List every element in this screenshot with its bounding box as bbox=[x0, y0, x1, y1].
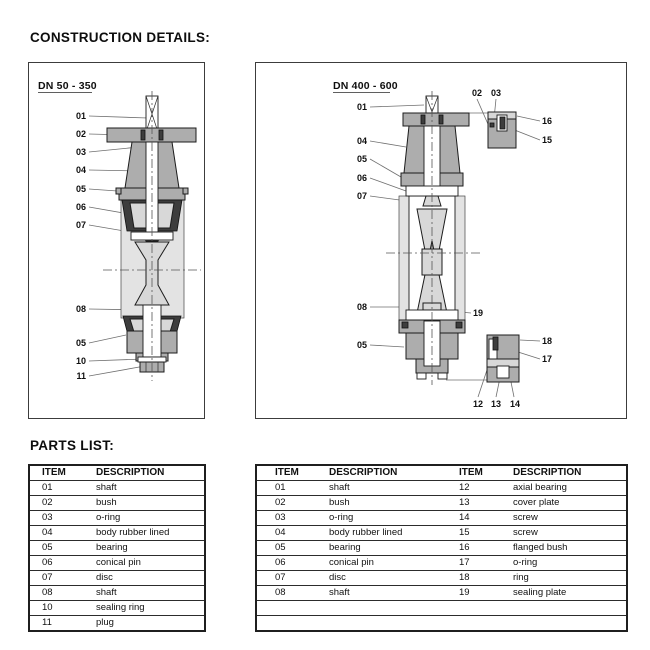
description-cell: ring bbox=[495, 571, 627, 586]
part-label: 10 bbox=[75, 356, 86, 366]
part-label: 04 bbox=[356, 136, 367, 146]
description-cell: o-ring bbox=[84, 511, 205, 526]
parts-table-left bbox=[28, 464, 206, 632]
description-cell: sealing ring bbox=[84, 601, 205, 616]
part-label: 05 bbox=[356, 340, 367, 350]
description-cell bbox=[311, 601, 441, 616]
item-cell: 15 bbox=[441, 526, 495, 541]
table-row bbox=[256, 541, 627, 556]
table-row bbox=[29, 496, 205, 511]
table-row bbox=[256, 511, 627, 526]
description-cell: shaft bbox=[84, 586, 205, 601]
table-row bbox=[256, 586, 627, 601]
description-cell: disc bbox=[311, 571, 441, 586]
description-cell: screw bbox=[495, 526, 627, 541]
dn-range-label: DN 400 - 600 bbox=[333, 80, 398, 92]
bottom-seal-left bbox=[402, 322, 408, 328]
item-cell: 06 bbox=[256, 556, 311, 571]
description-cell: disc bbox=[84, 571, 205, 586]
table-row bbox=[29, 526, 205, 541]
item-cell: 13 bbox=[441, 496, 495, 511]
dn-range-label: DN 50 - 350 bbox=[38, 80, 97, 92]
item-cell: 08 bbox=[256, 586, 311, 601]
valve-drawing-dn400-600 bbox=[256, 63, 626, 418]
item-cell: 07 bbox=[29, 571, 84, 586]
description-cell: conical pin bbox=[84, 556, 205, 571]
description-cell: o-ring bbox=[495, 556, 627, 571]
part-label: 06 bbox=[356, 173, 367, 183]
detail-flanged-bush bbox=[488, 112, 516, 148]
table-row bbox=[256, 571, 627, 586]
table-row bbox=[29, 541, 205, 556]
table-row bbox=[29, 511, 205, 526]
collar-ear-left bbox=[116, 188, 121, 194]
description-cell: conical pin bbox=[311, 556, 441, 571]
description-cell: plug bbox=[84, 616, 205, 632]
table-row bbox=[256, 496, 627, 511]
table-header-row bbox=[29, 465, 205, 481]
description-cell bbox=[495, 616, 627, 632]
part-label: 18 bbox=[542, 336, 553, 346]
table-row bbox=[256, 601, 627, 616]
description-cell: bush bbox=[311, 496, 441, 511]
screw-14 bbox=[493, 337, 498, 350]
part-label: 02 bbox=[75, 129, 86, 139]
item-cell bbox=[441, 616, 495, 632]
part-label: 15 bbox=[542, 135, 553, 145]
description-cell: body rubber lined bbox=[84, 526, 205, 541]
description-cell: screw bbox=[495, 511, 627, 526]
collar-ear-right bbox=[183, 188, 188, 194]
table-row bbox=[29, 481, 205, 496]
description-header: DESCRIPTION bbox=[311, 465, 441, 481]
part-label: 02 bbox=[471, 88, 483, 98]
description-cell: o-ring bbox=[311, 511, 441, 526]
part-label: 03 bbox=[75, 147, 86, 157]
description-cell: flanged bush bbox=[495, 541, 627, 556]
item-cell: 16 bbox=[441, 541, 495, 556]
item-cell: 07 bbox=[256, 571, 311, 586]
item-cell: 05 bbox=[29, 541, 84, 556]
item-cell: 01 bbox=[256, 481, 311, 496]
description-cell: shaft bbox=[311, 481, 441, 496]
cover-slot bbox=[497, 366, 509, 378]
description-cell bbox=[311, 616, 441, 632]
description-cell: sealing plate bbox=[495, 586, 627, 601]
part-label: 19 bbox=[473, 308, 484, 318]
item-cell: 06 bbox=[29, 556, 84, 571]
top-flange bbox=[403, 113, 469, 126]
part-label: 05 bbox=[356, 154, 367, 164]
part-label: 08 bbox=[356, 302, 367, 312]
item-cell: 08 bbox=[29, 586, 84, 601]
item-cell: 01 bbox=[29, 481, 84, 496]
table-row bbox=[256, 556, 627, 571]
part-label: 17 bbox=[542, 354, 553, 364]
table-row bbox=[256, 481, 627, 496]
description-cell: cover plate bbox=[495, 496, 627, 511]
detail-cover-plate bbox=[487, 335, 519, 382]
description-cell: shaft bbox=[84, 481, 205, 496]
description-cell: shaft bbox=[311, 586, 441, 601]
part-label: 11 bbox=[76, 371, 86, 381]
part-label: 05 bbox=[75, 338, 86, 348]
item-header: ITEM bbox=[29, 465, 84, 481]
parts-list-title: PARTS LIST: bbox=[30, 438, 115, 453]
part-label: 13 bbox=[490, 399, 502, 409]
item-cell: 02 bbox=[256, 496, 311, 511]
part-labels bbox=[76, 111, 86, 381]
item-cell: 03 bbox=[256, 511, 311, 526]
part-label: 05 bbox=[75, 184, 86, 194]
bush-right bbox=[439, 115, 443, 124]
top-flange bbox=[107, 128, 196, 142]
item-cell: 12 bbox=[441, 481, 495, 496]
item-cell: 05 bbox=[256, 541, 311, 556]
table-row bbox=[29, 601, 205, 616]
item-cell: 14 bbox=[441, 511, 495, 526]
construction-details-title: CONSTRUCTION DETAILS: bbox=[30, 30, 211, 45]
item-cell: 18 bbox=[441, 571, 495, 586]
table-row bbox=[29, 571, 205, 586]
diagram-panel-dn400-600 bbox=[255, 62, 627, 419]
bush-right bbox=[159, 130, 163, 140]
parts-table-right bbox=[255, 464, 628, 632]
item-cell: 02 bbox=[29, 496, 84, 511]
bolt-left bbox=[417, 373, 426, 379]
valve-cross-section bbox=[103, 91, 201, 381]
diagram-panel-dn50-350 bbox=[28, 62, 205, 419]
description-cell: body rubber lined bbox=[311, 526, 441, 541]
part-label: 12 bbox=[472, 399, 484, 409]
table-row bbox=[29, 586, 205, 601]
table-header-row bbox=[256, 465, 627, 481]
item-cell bbox=[441, 601, 495, 616]
part-label: 04 bbox=[75, 165, 86, 175]
bush-left bbox=[421, 115, 425, 124]
description-header: DESCRIPTION bbox=[495, 465, 627, 481]
item-cell: 19 bbox=[441, 586, 495, 601]
part-label: 08 bbox=[75, 304, 86, 314]
screw-15 bbox=[500, 117, 505, 129]
part-label: 03 bbox=[490, 88, 502, 98]
item-cell: 04 bbox=[256, 526, 311, 541]
item-cell: 17 bbox=[441, 556, 495, 571]
item-cell: 11 bbox=[29, 616, 84, 632]
item-cell: 10 bbox=[29, 601, 84, 616]
o-ring-03 bbox=[490, 123, 494, 127]
bolt-right bbox=[438, 373, 447, 379]
bottom-seal-right bbox=[456, 322, 462, 328]
table-row bbox=[256, 526, 627, 541]
valve-drawing-dn50-350 bbox=[29, 63, 204, 418]
item-cell: 04 bbox=[29, 526, 84, 541]
item-cell bbox=[256, 601, 311, 616]
description-cell bbox=[495, 601, 627, 616]
part-label: 01 bbox=[75, 111, 86, 121]
part-label: 14 bbox=[509, 399, 521, 409]
table-row bbox=[29, 616, 205, 632]
part-label: 16 bbox=[542, 116, 553, 126]
item-cell: 03 bbox=[29, 511, 84, 526]
part-label: 01 bbox=[356, 102, 367, 112]
description-cell: bearing bbox=[84, 541, 205, 556]
bush-left bbox=[141, 130, 145, 140]
item-header: ITEM bbox=[256, 465, 311, 481]
description-header: DESCRIPTION bbox=[84, 465, 205, 481]
table-row bbox=[256, 616, 627, 632]
part-label: 07 bbox=[75, 220, 86, 230]
table-row bbox=[29, 556, 205, 571]
part-label: 07 bbox=[356, 191, 367, 201]
part-label: 06 bbox=[75, 202, 86, 212]
item-cell bbox=[256, 616, 311, 632]
description-cell: axial bearing bbox=[495, 481, 627, 496]
description-cell: bearing bbox=[311, 541, 441, 556]
valve-cross-section bbox=[386, 91, 484, 385]
item-header: ITEM bbox=[441, 465, 495, 481]
description-cell: bush bbox=[84, 496, 205, 511]
